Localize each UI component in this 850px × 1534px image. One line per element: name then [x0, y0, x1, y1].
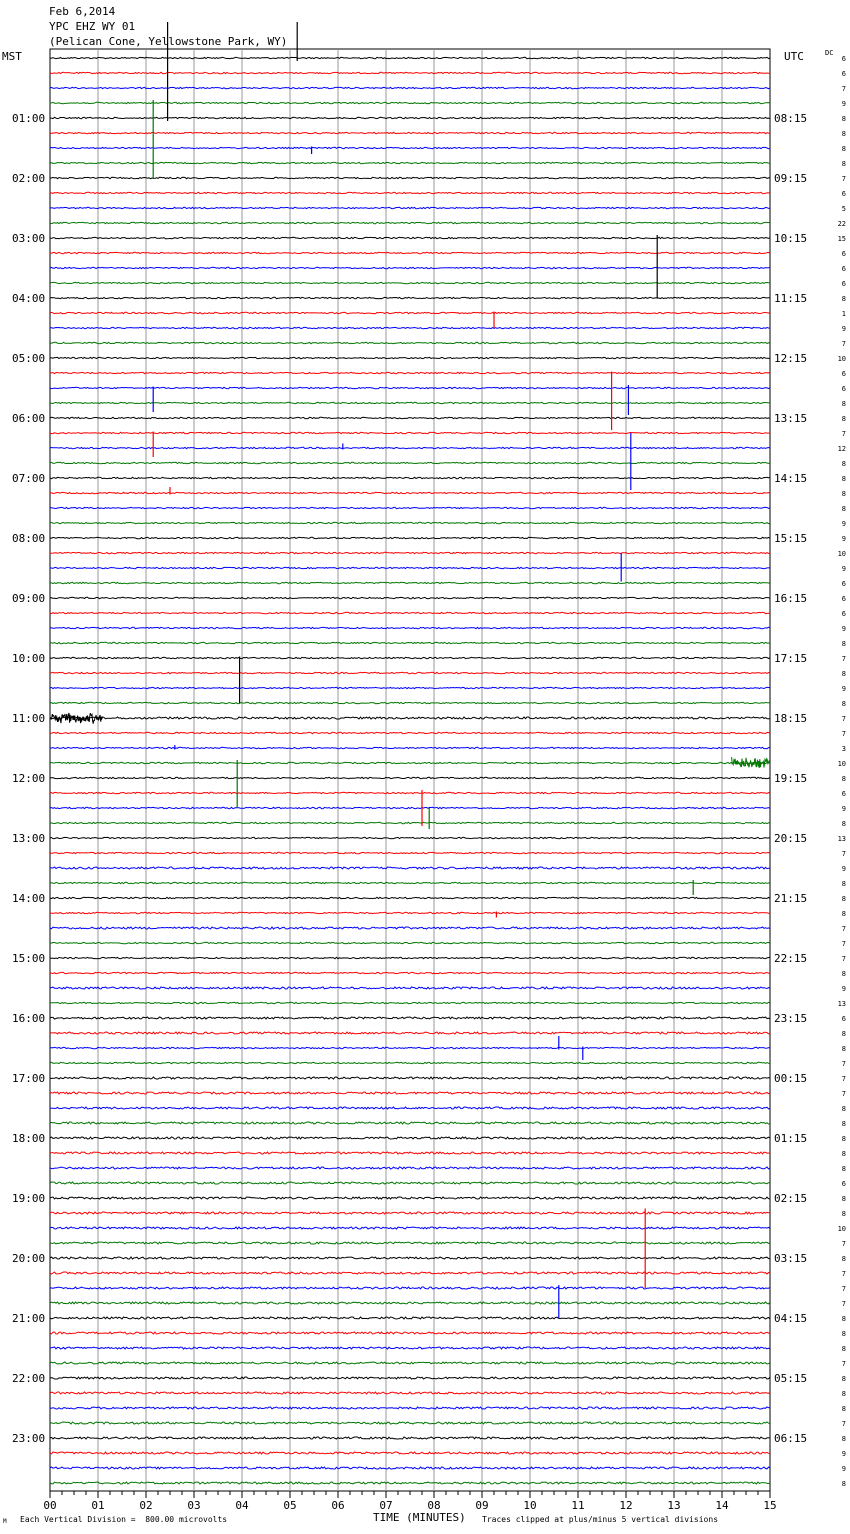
seismic-trace — [50, 357, 770, 358]
dc-value: 9 — [841, 805, 846, 813]
dc-value: 6 — [841, 190, 846, 198]
seismic-trace — [50, 867, 770, 869]
seismic-trace — [50, 252, 770, 253]
mst-tick-label: 19:00 — [12, 1192, 46, 1205]
x-tick-label: 12 — [619, 1499, 633, 1512]
x-tick-label: 07 — [379, 1499, 393, 1512]
seismic-trace — [50, 1152, 770, 1154]
seismic-trace — [50, 432, 770, 433]
seismic-trace — [50, 492, 770, 493]
seismic-trace — [50, 582, 770, 583]
seismic-trace — [50, 612, 770, 613]
utc-axis-label: UTC — [784, 50, 804, 63]
dc-value: 7 — [841, 340, 846, 348]
seismic-trace — [50, 957, 770, 958]
mst-tick-label: 11:00 — [12, 712, 46, 725]
dc-value: 10 — [837, 1225, 846, 1233]
seismic-trace — [50, 1107, 770, 1109]
utc-tick-label: 20:15 — [774, 832, 808, 845]
seismic-trace — [50, 447, 770, 448]
dc-value: 3 — [841, 745, 846, 753]
mst-tick-label: 08:00 — [12, 532, 46, 545]
seismic-trace — [50, 897, 770, 898]
mst-tick-label: 18:00 — [12, 1132, 46, 1145]
seismic-trace — [50, 852, 770, 853]
seismic-trace — [50, 1452, 770, 1454]
dc-value: 9 — [841, 985, 846, 993]
seismic-trace — [50, 477, 770, 478]
dc-value: 6 — [841, 70, 846, 78]
dc-value: 8 — [841, 895, 846, 903]
seismic-trace — [50, 1242, 770, 1244]
dc-value: 7 — [841, 1060, 846, 1068]
seismic-trace — [50, 417, 770, 418]
seismic-trace — [50, 657, 770, 658]
dc-value: 6 — [841, 250, 846, 258]
seismic-trace — [50, 1422, 770, 1424]
seismic-trace — [50, 1032, 770, 1034]
dc-value: 8 — [841, 670, 846, 678]
seismic-trace — [50, 912, 770, 913]
seismic-trace — [50, 1017, 770, 1019]
mst-tick-label: 23:00 — [12, 1432, 46, 1445]
seismic-trace — [50, 1287, 770, 1289]
dc-value: 8 — [841, 1255, 846, 1263]
mst-tick-label: 12:00 — [12, 772, 46, 785]
dc-value: 9 — [841, 1450, 846, 1458]
mst-tick-label: 22:00 — [12, 1372, 46, 1385]
seismic-trace — [50, 372, 770, 373]
x-tick-label: 11 — [571, 1499, 585, 1512]
seismic-trace — [50, 777, 770, 778]
seismic-trace — [50, 312, 770, 313]
x-axis-title: TIME (MINUTES) — [373, 1511, 466, 1524]
seismic-trace — [50, 1347, 770, 1349]
dc-value: 8 — [841, 490, 846, 498]
seismic-trace — [50, 942, 770, 943]
mst-tick-label: 09:00 — [12, 592, 46, 605]
dc-value: 5 — [841, 205, 846, 213]
x-tick-label: 15 — [763, 1499, 777, 1512]
seismic-trace — [50, 402, 770, 403]
seismic-trace — [50, 1182, 770, 1184]
dc-value: 6 — [841, 1180, 846, 1188]
x-tick-label: 03 — [187, 1499, 201, 1512]
dc-value: 8 — [841, 1045, 846, 1053]
seismic-trace — [50, 762, 770, 763]
seismic-trace — [50, 1257, 770, 1259]
dc-value: 7 — [841, 1090, 846, 1098]
seismic-trace — [50, 1362, 770, 1364]
dc-value: 7 — [841, 655, 846, 663]
utc-tick-label: 06:15 — [774, 1432, 808, 1445]
mst-tick-label: 15:00 — [12, 952, 46, 965]
utc-tick-label: 08:15 — [774, 112, 808, 125]
seismic-trace — [50, 132, 770, 133]
seismic-trace — [50, 192, 770, 193]
utc-tick-label: 13:15 — [774, 412, 808, 425]
dc-value: 8 — [841, 1315, 846, 1323]
seismic-trace — [50, 1272, 770, 1274]
dc-value: 8 — [841, 1165, 846, 1173]
dc-value: 8 — [841, 160, 846, 168]
dc-value: 9 — [841, 685, 846, 693]
x-axis-ticks — [50, 1491, 770, 1498]
dc-value: 7 — [841, 1240, 846, 1248]
seismic-trace — [50, 807, 770, 808]
seismic-trace — [50, 327, 770, 328]
dc-value: 8 — [841, 130, 846, 138]
x-tick-label: 14 — [715, 1499, 729, 1512]
dc-value: 10 — [837, 550, 846, 558]
seismic-trace — [50, 972, 770, 973]
dc-value: 8 — [841, 910, 846, 918]
dc-value: 8 — [841, 1195, 846, 1203]
noise-burst — [732, 757, 770, 768]
utc-tick-label: 00:15 — [774, 1072, 808, 1085]
mst-tick-label: 02:00 — [12, 172, 46, 185]
seismic-trace — [50, 1137, 770, 1139]
clip-note: Traces clipped at plus/minus 5 vertical divisions — [482, 1515, 719, 1524]
dc-value: 7 — [841, 730, 846, 738]
dc-value: 8 — [841, 1330, 846, 1338]
dc-value: 6 — [841, 265, 846, 273]
seismic-trace — [50, 1392, 770, 1394]
seismic-trace — [50, 102, 770, 103]
seismic-trace — [50, 642, 770, 643]
utc-tick-label: 09:15 — [774, 172, 808, 185]
seismic-trace — [50, 747, 770, 748]
dc-value: 6 — [841, 610, 846, 618]
seismic-trace — [50, 987, 770, 989]
seismic-trace — [50, 117, 770, 118]
dc-value: 8 — [841, 970, 846, 978]
utc-tick-label: 02:15 — [774, 1192, 808, 1205]
x-tick-label: 05 — [283, 1499, 297, 1512]
dc-column-label: DC — [825, 49, 834, 57]
dc-value: 6 — [841, 370, 846, 378]
dc-value: 6 — [841, 580, 846, 588]
seismic-trace — [50, 552, 770, 553]
division-note: Each Vertical Division = 800.00 microvolts — [20, 1515, 228, 1524]
seismic-trace — [50, 237, 770, 238]
dc-value: 6 — [841, 790, 846, 798]
dc-value: 8 — [841, 700, 846, 708]
dc-value: 8 — [841, 1210, 846, 1218]
header-station: YPC EHZ WY 01 — [49, 20, 136, 33]
utc-tick-label: 11:15 — [774, 292, 808, 305]
seismic-trace — [50, 687, 770, 688]
seismic-trace — [50, 147, 770, 148]
x-tick-label: 04 — [235, 1499, 249, 1512]
utc-tick-label: 10:15 — [774, 232, 808, 245]
dc-value: 8 — [841, 1030, 846, 1038]
utc-tick-label: 05:15 — [774, 1372, 808, 1385]
seismic-trace — [50, 1047, 770, 1048]
dc-value: 6 — [841, 385, 846, 393]
seismic-trace — [50, 387, 770, 388]
seismic-trace — [50, 1212, 770, 1214]
dc-value: 22 — [837, 220, 846, 228]
dc-value: 7 — [841, 1420, 846, 1428]
dc-value: 8 — [841, 415, 846, 423]
seismic-trace — [50, 837, 770, 838]
utc-tick-label: 15:15 — [774, 532, 808, 545]
mst-tick-label: 17:00 — [12, 1072, 46, 1085]
dc-value: 6 — [841, 280, 846, 288]
seismic-trace — [50, 1302, 770, 1304]
seismic-trace — [50, 597, 770, 598]
seismic-trace — [50, 1437, 770, 1439]
dc-value: 8 — [841, 505, 846, 513]
dc-value: 8 — [841, 1105, 846, 1113]
seismic-trace — [50, 1167, 770, 1169]
dc-value: 7 — [841, 1075, 846, 1083]
utc-tick-label: 21:15 — [774, 892, 808, 905]
mst-tick-label: 16:00 — [12, 1012, 46, 1025]
dc-value: 7 — [841, 715, 846, 723]
utc-tick-label: 14:15 — [774, 472, 808, 485]
trace-group — [50, 22, 770, 1484]
seismic-trace — [50, 57, 770, 58]
dc-value: 8 — [841, 115, 846, 123]
x-tick-label: 02 — [139, 1499, 153, 1512]
dc-value: 7 — [841, 85, 846, 93]
seismic-trace — [50, 267, 770, 268]
seismic-trace — [50, 1197, 770, 1199]
dc-value: 7 — [841, 1285, 846, 1293]
seismic-trace — [50, 822, 770, 823]
seismic-trace — [50, 882, 770, 883]
dc-value: 1 — [841, 310, 846, 318]
dc-value: 8 — [841, 775, 846, 783]
mst-tick-label: 14:00 — [12, 892, 46, 905]
mst-tick-label: 06:00 — [12, 412, 46, 425]
seismic-trace — [50, 282, 770, 283]
utc-tick-label: 19:15 — [774, 772, 808, 785]
seismic-trace — [50, 507, 770, 508]
seismic-trace — [50, 72, 770, 73]
dc-value: 8 — [841, 640, 846, 648]
seismic-trace — [50, 1062, 770, 1063]
seismic-trace — [50, 1482, 770, 1484]
dc-value: 8 — [841, 1120, 846, 1128]
seismic-trace — [50, 702, 770, 703]
dc-value: 8 — [841, 1435, 846, 1443]
x-tick-label: 08 — [427, 1499, 441, 1512]
dc-value: 8 — [841, 1375, 846, 1383]
dc-value: 8 — [841, 145, 846, 153]
seismic-trace — [50, 1317, 770, 1319]
utc-tick-label: 04:15 — [774, 1312, 808, 1325]
x-tick-label: 13 — [667, 1499, 681, 1512]
mst-tick-label: 01:00 — [12, 112, 46, 125]
dc-value: 6 — [841, 55, 846, 63]
header-date: Feb 6,2014 — [49, 5, 116, 18]
dc-value: 13 — [837, 835, 846, 843]
dc-value: 7 — [841, 1300, 846, 1308]
mst-tick-label: 03:00 — [12, 232, 46, 245]
mst-tick-label: 04:00 — [12, 292, 46, 305]
seismic-trace — [50, 732, 770, 733]
seismic-trace — [50, 222, 770, 223]
mst-tick-label: 10:00 — [12, 652, 46, 665]
utc-tick-label: 12:15 — [774, 352, 808, 365]
utc-tick-label: 03:15 — [774, 1252, 808, 1265]
mst-tick-label: 07:00 — [12, 472, 46, 485]
seismic-trace — [50, 207, 770, 208]
dc-value: 7 — [841, 1360, 846, 1368]
dc-value: 8 — [841, 820, 846, 828]
utc-tick-label: 23:15 — [774, 1012, 808, 1025]
dc-value: 15 — [837, 235, 846, 243]
seismic-trace — [50, 297, 770, 298]
seismic-trace — [50, 522, 770, 523]
dc-value: 8 — [841, 475, 846, 483]
dc-value: 8 — [841, 1345, 846, 1353]
utc-tick-label: 22:15 — [774, 952, 808, 965]
dc-value: 8 — [841, 1480, 846, 1488]
x-tick-label: 00 — [43, 1499, 57, 1512]
dc-value: 9 — [841, 535, 846, 543]
plot-frame — [50, 49, 770, 1491]
seismic-trace — [50, 1332, 770, 1334]
mst-tick-label: 13:00 — [12, 832, 46, 845]
seismic-trace — [50, 1227, 770, 1229]
dc-value: 9 — [841, 565, 846, 573]
dc-value: 8 — [841, 1390, 846, 1398]
seismic-trace — [50, 1467, 770, 1469]
dc-value: 13 — [837, 1000, 846, 1008]
mst-tick-label: 21:00 — [12, 1312, 46, 1325]
seismic-trace — [50, 717, 770, 719]
dc-value: 7 — [841, 850, 846, 858]
seismic-trace — [50, 792, 770, 793]
seismic-trace — [50, 87, 770, 88]
seismic-trace — [50, 1377, 770, 1379]
dc-value: 9 — [841, 1465, 846, 1473]
seismic-trace — [50, 627, 770, 628]
dc-value: 8 — [841, 400, 846, 408]
dc-value: 10 — [837, 355, 846, 363]
dc-value: 8 — [841, 460, 846, 468]
dc-value: 9 — [841, 520, 846, 528]
utc-tick-label: 16:15 — [774, 592, 808, 605]
utc-tick-label: 17:15 — [774, 652, 808, 665]
dc-value: 8 — [841, 880, 846, 888]
dc-value: 6 — [841, 595, 846, 603]
seismic-trace — [50, 1077, 770, 1079]
seismic-trace — [50, 1407, 770, 1409]
mst-axis-label: MST — [2, 50, 22, 63]
dc-value: 7 — [841, 940, 846, 948]
dc-value: 7 — [841, 175, 846, 183]
dc-value: 7 — [841, 1270, 846, 1278]
seismic-trace — [50, 567, 770, 568]
dc-value: 9 — [841, 325, 846, 333]
x-tick-label: 01 — [91, 1499, 105, 1512]
seismic-trace — [50, 162, 770, 163]
dc-value: 8 — [841, 295, 846, 303]
header-location: (Pelican Cone, Yellowstone Park, WY) — [49, 35, 288, 48]
seismic-trace — [50, 462, 770, 463]
dc-value: 12 — [837, 445, 846, 453]
dc-value: 8 — [841, 1150, 846, 1158]
minute-gridlines — [98, 49, 722, 1491]
dc-value: 9 — [841, 865, 846, 873]
dc-value: 7 — [841, 430, 846, 438]
utc-tick-label: 01:15 — [774, 1132, 808, 1145]
seismic-trace — [50, 672, 770, 673]
mst-tick-label: 20:00 — [12, 1252, 46, 1265]
dc-value: 7 — [841, 955, 846, 963]
x-tick-label: 10 — [523, 1499, 537, 1512]
x-tick-label: 09 — [475, 1499, 489, 1512]
dc-value: 10 — [837, 760, 846, 768]
dc-value: 7 — [841, 925, 846, 933]
dc-value: 8 — [841, 1135, 846, 1143]
seismic-trace — [50, 927, 770, 929]
corner-mark: M — [3, 1518, 7, 1525]
seismic-trace — [50, 342, 770, 343]
seismic-trace — [50, 177, 770, 178]
dc-value: 9 — [841, 100, 846, 108]
x-tick-label: 06 — [331, 1499, 345, 1512]
dc-value: 9 — [841, 625, 846, 633]
dc-value: 8 — [841, 1405, 846, 1413]
seismic-trace — [50, 1092, 770, 1094]
seismic-trace — [50, 537, 770, 538]
utc-tick-label: 18:15 — [774, 712, 808, 725]
mst-tick-label: 05:00 — [12, 352, 46, 365]
dc-value: 6 — [841, 1015, 846, 1023]
seismic-trace — [50, 1002, 770, 1003]
seismic-trace — [50, 1122, 770, 1124]
